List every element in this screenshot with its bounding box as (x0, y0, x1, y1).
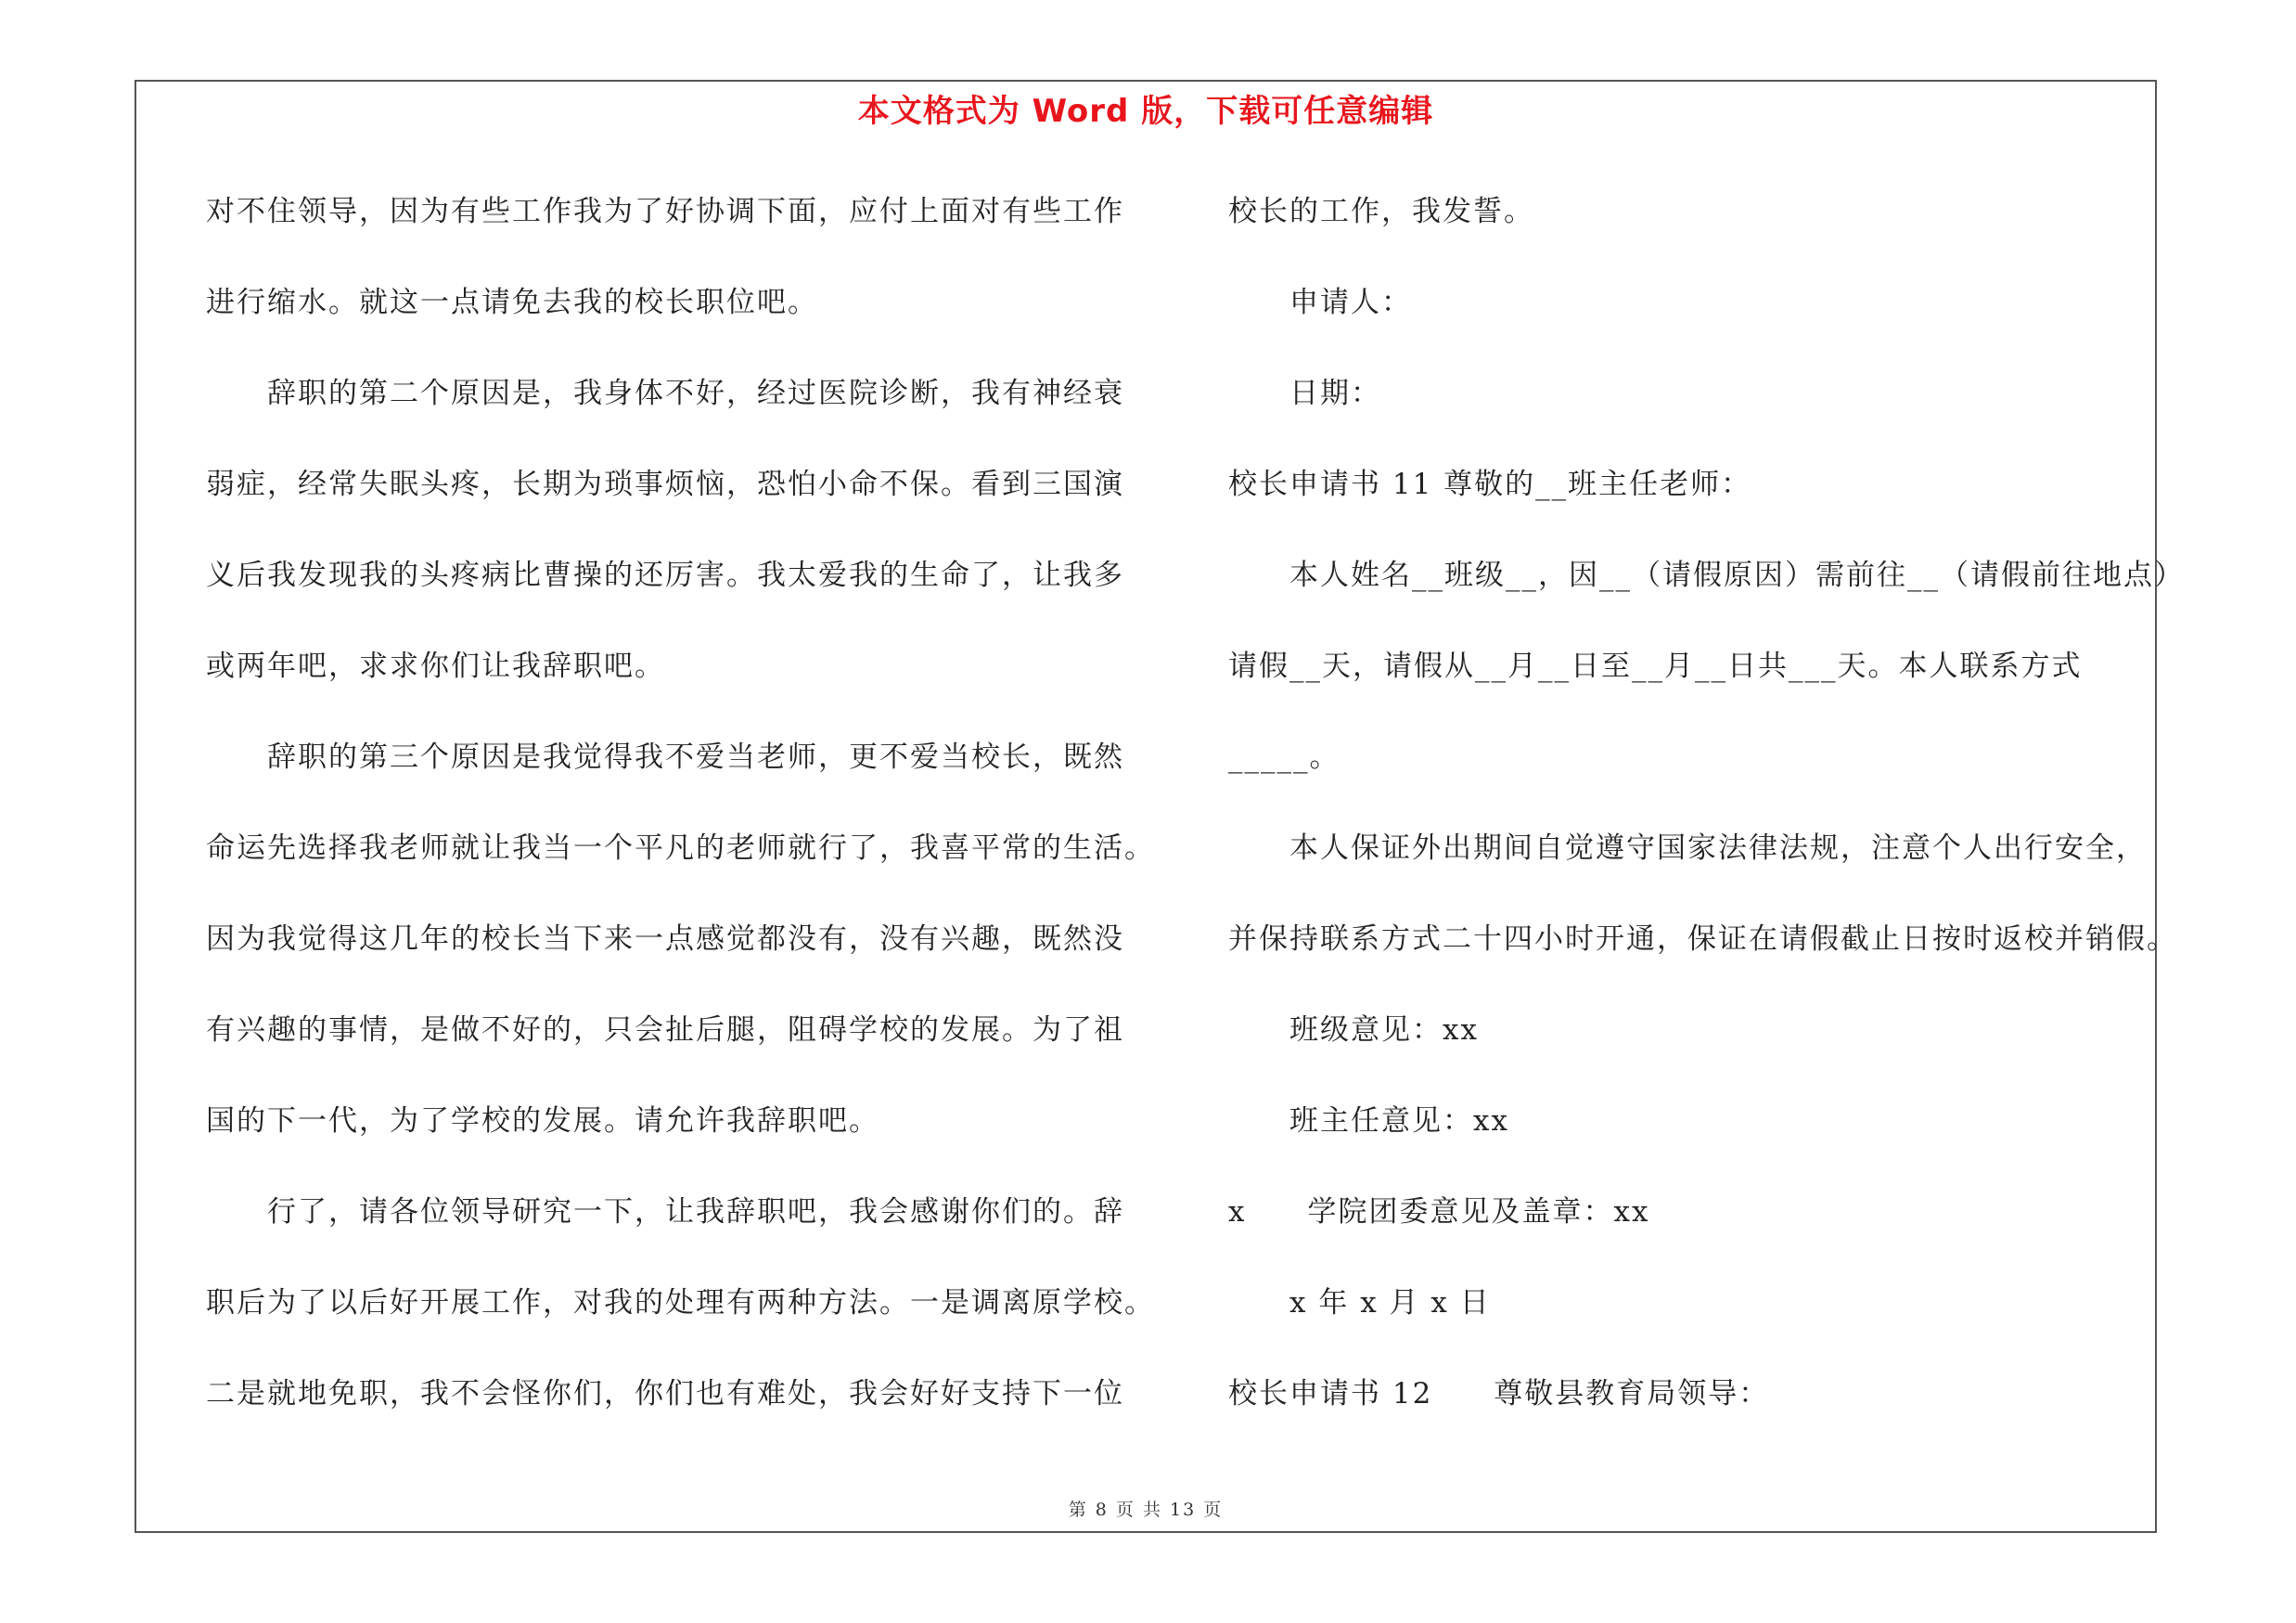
text-line: 对不住领导，因为有些工作我为了好协调下面，应付上面对有些工作 (206, 195, 1124, 228)
text-line: 校长申请书 11 尊敬的__班主任老师： (1228, 468, 1752, 501)
text-line: 并保持联系方式二十四小时开通，保证在请假截止日按时返校并销假。 (1228, 922, 2177, 956)
text-line: 日期： (1289, 377, 1381, 410)
text-line: 本人姓名__班级__，因__（请假原因）需前往__（请假前往地点） (1289, 559, 2185, 592)
text-line: 职后为了以后好开展工作，对我的处理有两种方法。一是调离原学校。 (206, 1286, 1155, 1320)
text-line: 班主任意见：xx (1289, 1104, 1509, 1138)
left-column (206, 184, 1155, 1457)
page-footer: 第 8 页 共 13 页 (1068, 1500, 1224, 1520)
text-line: x 年 x 月 x 日 (1289, 1286, 1491, 1320)
text-line: 命运先选择我老师就让我当一个平凡的老师就行了，我喜平常的生活。 (206, 831, 1155, 865)
text-line: 国的下一代，为了学校的发展。请允许我辞职吧。 (206, 1104, 879, 1138)
text-line: 进行缩水。就这一点请免去我的校长职位吧。 (206, 286, 818, 319)
text-line: 行了，请各位领导研究一下，让我辞职吧，我会感谢你们的。辞 (267, 1195, 1124, 1229)
text-line: 义后我发现我的头疼病比曹操的还厉害。我太爱我的生命了，让我多 (206, 559, 1124, 592)
text-line: 辞职的第三个原因是我觉得我不爱当老师，更不爱当校长，既然 (267, 741, 1124, 774)
text-line: 有兴趣的事情，是做不好的，只会扯后腿，阻碍学校的发展。为了祖 (206, 1013, 1124, 1047)
text-line: 本人保证外出期间自觉遵守国家法律法规，注意个人出行安全， (1289, 831, 2147, 865)
text-line: 或两年吧，求求你们让我辞职吧。 (206, 650, 665, 683)
format-banner: 本文格式为 Word 版，下载可任意编辑 (857, 93, 1434, 130)
text-line: 申请人： (1289, 286, 1412, 319)
text-line: 校长申请书 12 尊敬县教育局领导： (1228, 1377, 1770, 1410)
text-line: _____。 (1228, 741, 1340, 774)
text-line: 请假__天，请假从__月__日至__月__日共___天。本人联系方式 (1228, 650, 2083, 683)
text-line: x 学院团委意见及盖章：xx (1228, 1195, 1650, 1229)
text-line: 因为我觉得这几年的校长当下来一点感觉都没有，没有兴趣，既然没 (206, 922, 1124, 956)
text-line: 弱症，经常失眠头疼，长期为琐事烦恼，恐怕小命不保。看到三国演 (206, 468, 1124, 501)
right-column (1228, 184, 2185, 1457)
text-line: 二是就地免职，我不会怪你们，你们也有难处，我会好好支持下一位 (206, 1377, 1124, 1410)
text-line: 校长的工作，我发誓。 (1228, 195, 1534, 228)
text-line: 辞职的第二个原因是，我身体不好，经过医院诊断，我有神经衰 (267, 377, 1124, 410)
text-line: 班级意见：xx (1289, 1013, 1479, 1047)
